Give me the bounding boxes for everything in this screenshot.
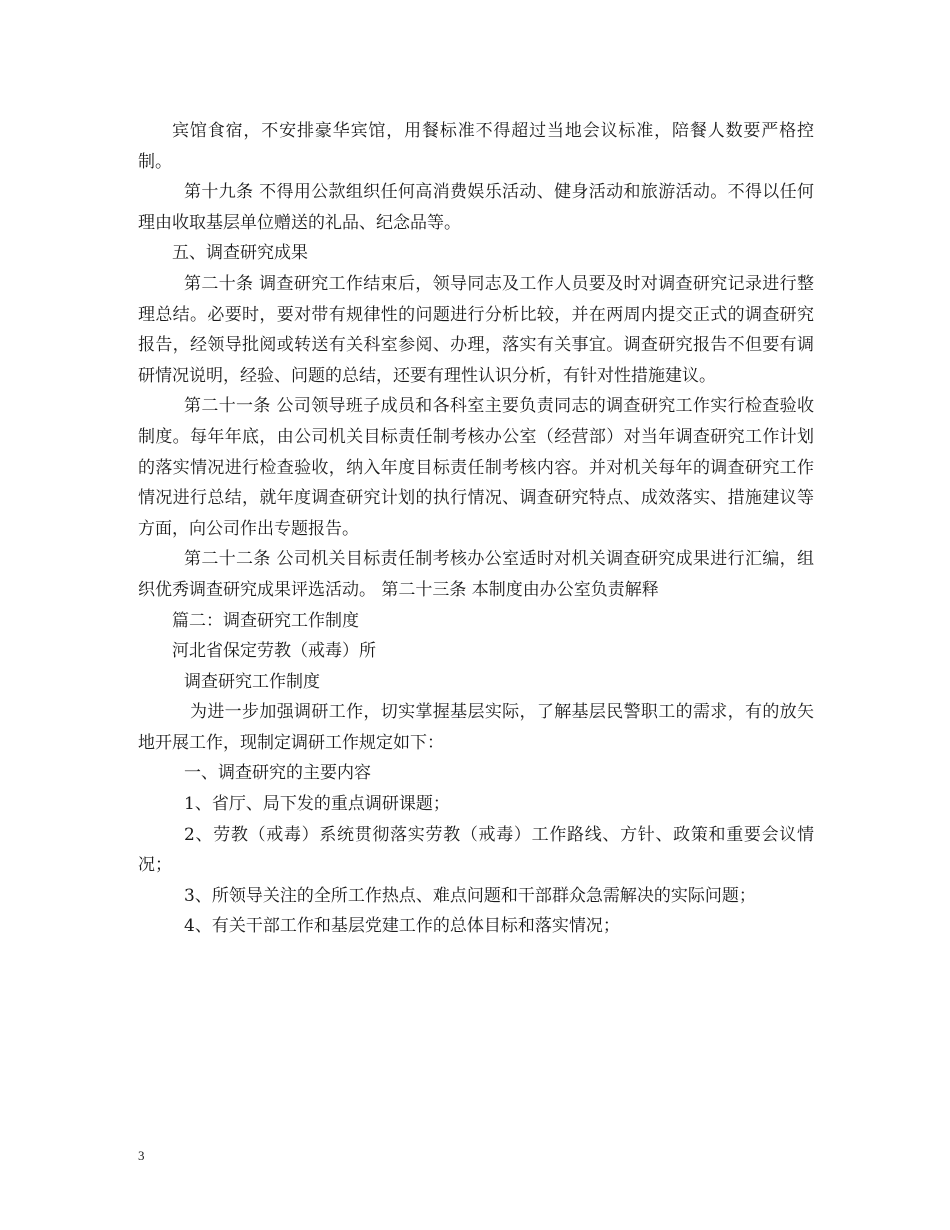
organization-name: 河北省保定劳教（戒毒）所 [172, 641, 376, 662]
list-item-2: 2、劳教（戒毒）系统贯彻落实劳教（戒毒）工作路线、方针、政策和重要会议情况； [138, 824, 814, 876]
list-item-1: 1、省厅、局下发的重点调研课题； [184, 794, 450, 815]
chapter-title-part-two: 篇二：调查研究工作制度 [172, 610, 359, 631]
paragraph-article-19: 第十九条 不得用公款组织任何高消费娱乐活动、健身活动和旅游活动。不得以任何理由收取基层单位赠送的礼品、纪念品等。 [138, 182, 814, 233]
section-heading-main-content: 一、调查研究的主要内容 [184, 763, 371, 784]
paragraph-preamble: 为进一步加强调研工作，切实掌握基层实际，了解基层民警职工的需求，有的放矢地开展工作，现制定调研工作规定如下： [138, 702, 814, 753]
regulation-title: 调查研究工作制度 [184, 671, 320, 692]
paragraph-article-22-23: 第二十二条 公司机关目标责任制考核办公室适时对机关调查研究成果进行汇编，组织优秀调查研究成果评选活动。 第二十三条 本制度由办公室负责解释 [138, 549, 814, 600]
paragraph-article-21: 第二十一条 公司领导班子成员和各科室主要负责同志的调查研究工作实行检查验收制度。每年年底，由公司机关目标责任制考核办公室（经营部）对当年调查研究工作计划的落实情况进行检查验收，纳入年度目标责任制考核内容。并对机关每年的调查研究工作情况进行总结，就年度调查研究计划的执行情况、调查研究特点、成效落实、措施建议等方面，向公司作出专题报告。 [138, 396, 814, 539]
page-number: 3 [138, 1148, 145, 1163]
paragraph-article-20: 第二十条 调查研究工作结束后，领导同志及工作人员要及时对调查研究记录进行整理总结。必要时，要对带有规律性的问题进行分析比较，并在两周内提交正式的调查研究报告，经领导批阅或转送有关科室参阅、办理，落实有关事宜。调查研究报告不但要有调研情况说明，经验、问题的总结，还要有理性认识分析，有针对性措施建议。 [138, 273, 814, 386]
document-body [138, 116, 814, 942]
paragraph-hotel-lodging: 宾馆食宿，不安排豪华宾馆，用餐标准不得超过当地会议标准，陪餐人数要严格控制。 [138, 121, 814, 172]
list-item-4: 4、有关干部工作和基层党建工作的总体目标和落实情况； [184, 916, 620, 937]
list-item-3: 3、所领导关注的全所工作热点、难点问题和干部群众急需解决的实际问题； [184, 885, 756, 906]
section-heading-research-results: 五、调查研究成果 [172, 243, 308, 264]
